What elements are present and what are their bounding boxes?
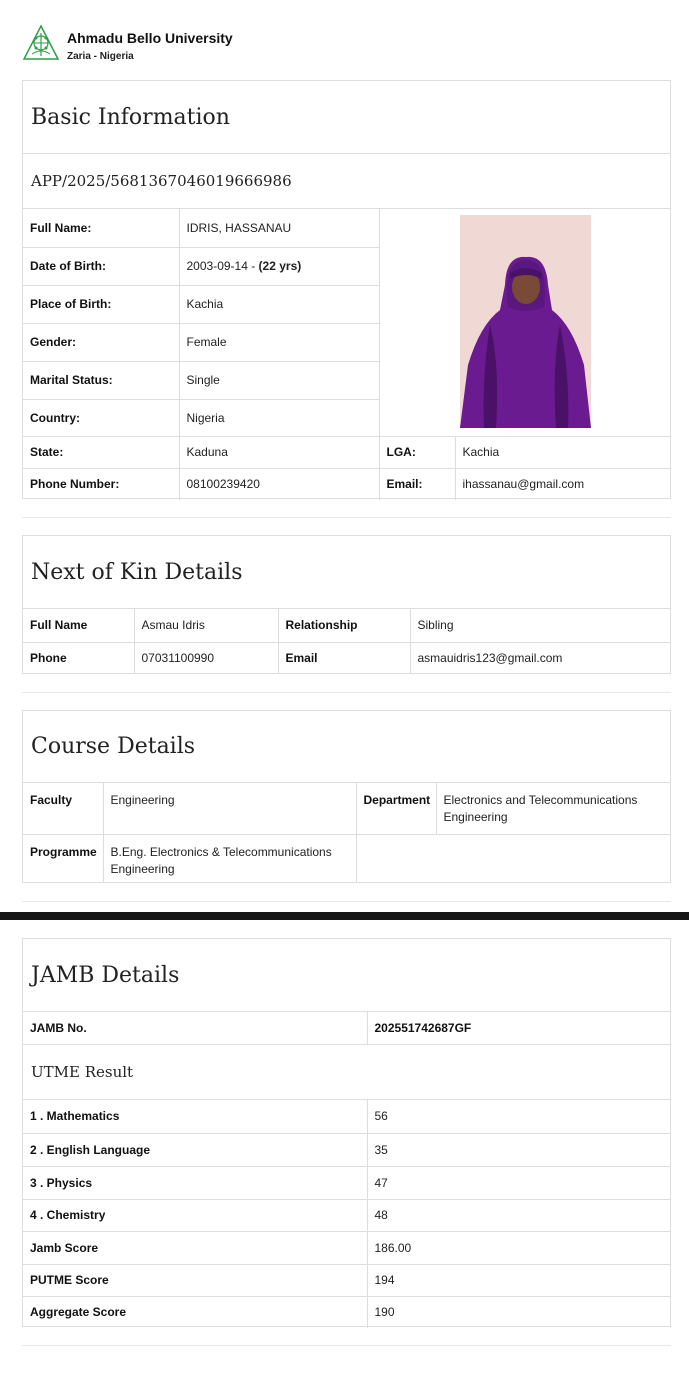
next-of-kin-title: Next of Kin Details <box>23 536 670 609</box>
basic-information-card <box>22 80 671 499</box>
page-header <box>22 24 422 64</box>
subject-score: 35 <box>367 1133 670 1166</box>
jamb-no-value: 202551742687GF <box>367 1012 670 1044</box>
basic-info-table <box>23 209 670 500</box>
state-value: Kaduna <box>179 436 379 468</box>
university-location: Zaria - Nigeria <box>67 51 134 62</box>
putme-score-value: 194 <box>367 1264 670 1296</box>
basic-information-title: Basic Information <box>23 81 670 154</box>
phone-label: Phone Number: <box>23 468 179 500</box>
putme-score-label: PUTME Score <box>23 1264 367 1296</box>
divider <box>22 1345 671 1346</box>
dob-value <box>179 247 379 285</box>
course-details-title: Course Details <box>23 711 670 783</box>
pob-label: Place of Birth: <box>23 285 179 323</box>
subject-label: 2 . English Language <box>23 1133 367 1166</box>
course-details-card <box>22 710 671 883</box>
department-value: Electronics and Telecommunications Engineering <box>436 783 670 834</box>
applicant-photo <box>460 215 591 428</box>
country-value: Nigeria <box>179 399 379 436</box>
dob-label: Date of Birth: <box>23 247 179 285</box>
phone-value: 08100239420 <box>179 468 379 500</box>
subject-label: 3 . Physics <box>23 1166 367 1199</box>
photo-cell <box>379 209 670 436</box>
page-break-bar <box>0 912 689 920</box>
utme-result-table <box>23 1100 670 1328</box>
faculty-label: Faculty <box>23 783 103 834</box>
jamb-score-label: Jamb Score <box>23 1231 367 1264</box>
application-number: APP/2025/5681367046019666986 <box>23 154 670 209</box>
nok-name-label: Full Name <box>23 609 134 642</box>
dob-date: 2003-09-14 - <box>186 259 259 273</box>
full-name-value: IDRIS, HASSANAU <box>179 209 379 247</box>
marital-status-value: Single <box>179 361 379 399</box>
email-label: Email: <box>379 468 455 500</box>
country-label: Country: <box>23 399 179 436</box>
pob-value: Kachia <box>179 285 379 323</box>
subject-label: 4 . Chemistry <box>23 1199 367 1231</box>
state-label: State: <box>23 436 179 468</box>
nok-phone-label: Phone <box>23 642 134 674</box>
divider <box>22 517 671 518</box>
nok-relationship-label: Relationship <box>278 609 410 642</box>
nok-relationship-value: Sibling <box>410 609 670 642</box>
empty-cell <box>356 834 670 883</box>
faculty-value: Engineering <box>103 783 356 834</box>
department-label: Department <box>356 783 436 834</box>
subject-score: 48 <box>367 1199 670 1231</box>
jamb-number-table <box>23 1012 670 1044</box>
divider <box>22 901 671 902</box>
course-details-table <box>23 783 670 883</box>
nok-email-label: Email <box>278 642 410 674</box>
full-name-label: Full Name: <box>23 209 179 247</box>
aggregate-score-label: Aggregate Score <box>23 1296 367 1328</box>
next-of-kin-table <box>23 609 670 674</box>
marital-status-label: Marital Status: <box>23 361 179 399</box>
divider <box>22 692 671 693</box>
programme-label: Programme <box>23 834 103 883</box>
subject-score: 56 <box>367 1100 670 1133</box>
jamb-details-card <box>22 938 671 1327</box>
university-name: Ahmadu Bello University <box>67 30 233 46</box>
dob-age: (22 yrs) <box>258 259 302 273</box>
nok-email-value: asmauidris123@gmail.com <box>410 642 670 674</box>
next-of-kin-card <box>22 535 671 674</box>
nok-phone-value: 07031100990 <box>134 642 278 674</box>
utme-result-title: UTME Result <box>23 1044 670 1100</box>
jamb-score-value: 186.00 <box>367 1231 670 1264</box>
jamb-no-label: JAMB No. <box>23 1012 367 1044</box>
subject-score: 47 <box>367 1166 670 1199</box>
jamb-details-title: JAMB Details <box>23 939 670 1012</box>
nok-name-value: Asmau Idris <box>134 609 278 642</box>
university-logo-icon <box>22 24 60 62</box>
gender-value: Female <box>179 323 379 361</box>
programme-value: B.Eng. Electronics & Telecommunications Engineering <box>103 834 356 883</box>
subject-label: 1 . Mathematics <box>23 1100 367 1133</box>
aggregate-score-value: 190 <box>367 1296 670 1328</box>
gender-label: Gender: <box>23 323 179 361</box>
email-value: ihassanau@gmail.com <box>455 468 670 500</box>
lga-value: Kachia <box>455 436 670 468</box>
lga-label: LGA: <box>379 436 455 468</box>
